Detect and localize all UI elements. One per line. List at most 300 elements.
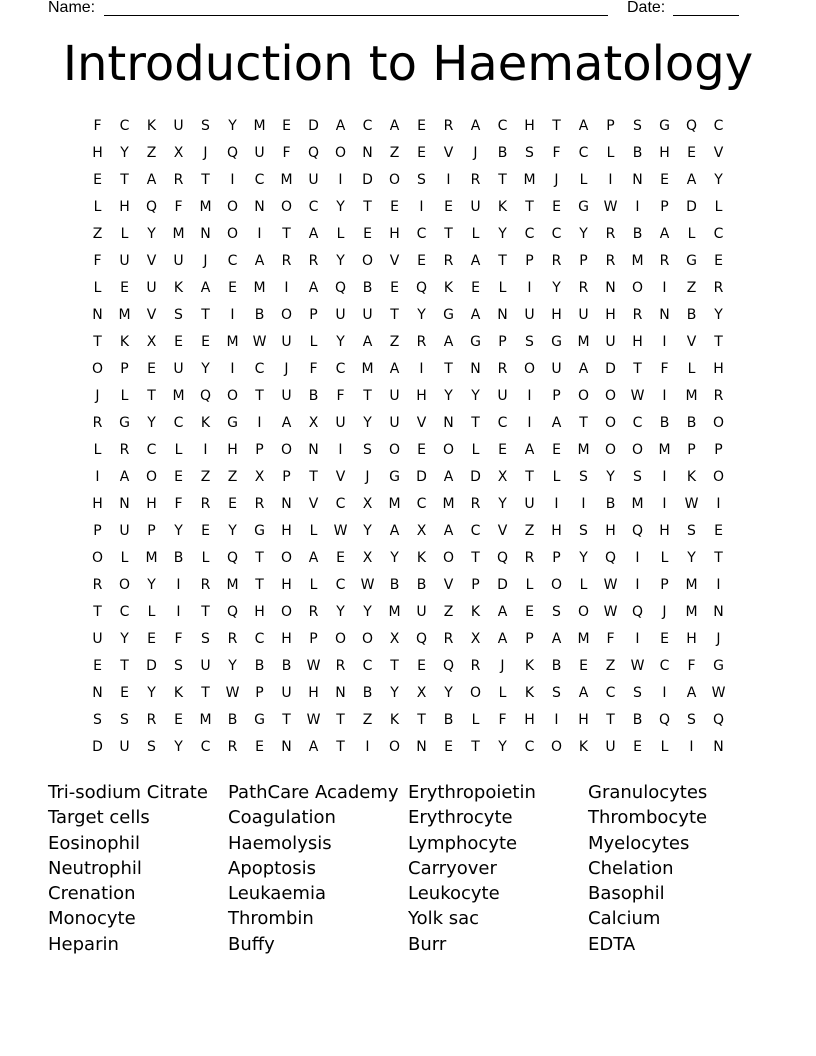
grid-letter[interactable]: Y: [390, 549, 399, 566]
grid-letter[interactable]: B: [254, 306, 265, 323]
grid-letter[interactable]: M: [577, 333, 590, 350]
grid-letter[interactable]: T: [498, 171, 507, 188]
grid-letter[interactable]: K: [686, 468, 697, 485]
grid-letter[interactable]: P: [498, 333, 507, 350]
grid-letter[interactable]: G: [227, 414, 238, 431]
grid-letter[interactable]: P: [525, 252, 534, 269]
grid-letter[interactable]: H: [281, 630, 292, 647]
grid-letter[interactable]: X: [389, 630, 400, 647]
grid-letter[interactable]: T: [714, 333, 723, 350]
grid-letter[interactable]: X: [362, 495, 373, 512]
grid-letter[interactable]: K: [524, 657, 535, 674]
grid-letter[interactable]: G: [254, 711, 265, 728]
grid-letter[interactable]: B: [173, 549, 184, 566]
grid-letter[interactable]: A: [362, 333, 373, 350]
grid-letter[interactable]: C: [497, 117, 508, 134]
grid-letter[interactable]: C: [632, 414, 643, 431]
grid-letter[interactable]: Y: [579, 225, 588, 242]
grid-letter[interactable]: I: [257, 225, 262, 242]
grid-letter[interactable]: L: [471, 711, 480, 728]
grid-letter[interactable]: J: [284, 360, 289, 377]
grid-letter[interactable]: H: [524, 117, 535, 134]
grid-letter[interactable]: J: [716, 630, 721, 647]
grid-letter[interactable]: D: [92, 738, 103, 755]
grid-letter[interactable]: H: [254, 603, 265, 620]
grid-letter[interactable]: R: [443, 117, 454, 134]
grid-letter[interactable]: E: [120, 279, 129, 296]
grid-letter[interactable]: A: [335, 117, 346, 134]
grid-letter[interactable]: R: [308, 252, 319, 269]
grid-letter[interactable]: Y: [471, 387, 480, 404]
grid-letter[interactable]: J: [662, 603, 667, 620]
grid-letter[interactable]: Z: [362, 711, 373, 728]
grid-letter[interactable]: V: [308, 495, 319, 512]
grid-letter[interactable]: E: [363, 225, 372, 242]
grid-letter[interactable]: R: [173, 171, 184, 188]
grid-letter[interactable]: G: [686, 252, 697, 269]
grid-letter[interactable]: E: [228, 279, 237, 296]
grid-letter[interactable]: Q: [712, 711, 725, 728]
grid-letter[interactable]: N: [416, 738, 427, 755]
grid-letter[interactable]: E: [552, 441, 561, 458]
grid-letter[interactable]: S: [633, 468, 642, 485]
grid-letter[interactable]: B: [686, 414, 697, 431]
grid-letter[interactable]: Y: [363, 603, 372, 620]
grid-letter[interactable]: R: [470, 657, 481, 674]
grid-letter[interactable]: E: [633, 738, 642, 755]
grid-letter[interactable]: F: [309, 360, 318, 377]
grid-letter[interactable]: H: [416, 387, 427, 404]
grid-letter[interactable]: M: [280, 171, 293, 188]
grid-letter[interactable]: L: [174, 441, 183, 458]
grid-letter[interactable]: A: [497, 603, 508, 620]
grid-letter[interactable]: C: [254, 171, 265, 188]
grid-letter[interactable]: C: [335, 360, 346, 377]
grid-letter[interactable]: U: [200, 657, 211, 674]
grid-letter[interactable]: Z: [146, 144, 157, 161]
grid-letter[interactable]: R: [713, 279, 724, 296]
grid-letter[interactable]: Y: [228, 522, 237, 539]
grid-letter[interactable]: M: [388, 603, 401, 620]
grid-letter[interactable]: O: [577, 603, 590, 620]
date-blank-line[interactable]: [673, 15, 739, 16]
grid-letter[interactable]: S: [579, 522, 588, 539]
grid-letter[interactable]: U: [578, 306, 589, 323]
grid-letter[interactable]: F: [606, 630, 615, 647]
grid-letter[interactable]: G: [578, 198, 589, 215]
grid-letter[interactable]: U: [524, 306, 535, 323]
grid-letter[interactable]: A: [470, 306, 481, 323]
grid-letter[interactable]: U: [173, 117, 184, 134]
grid-letter[interactable]: L: [309, 333, 318, 350]
grid-letter[interactable]: H: [389, 225, 400, 242]
grid-letter[interactable]: Y: [120, 144, 129, 161]
grid-letter[interactable]: T: [444, 225, 453, 242]
grid-letter[interactable]: Q: [631, 522, 644, 539]
grid-letter[interactable]: M: [442, 495, 455, 512]
grid-letter[interactable]: I: [608, 171, 613, 188]
grid-letter[interactable]: E: [417, 252, 426, 269]
grid-letter[interactable]: Y: [201, 360, 210, 377]
grid-letter[interactable]: O: [712, 414, 725, 431]
grid-letter[interactable]: E: [660, 630, 669, 647]
grid-letter[interactable]: K: [389, 711, 400, 728]
grid-letter[interactable]: S: [525, 144, 534, 161]
grid-letter[interactable]: T: [390, 657, 399, 674]
grid-letter[interactable]: Y: [336, 333, 345, 350]
grid-letter[interactable]: E: [498, 441, 507, 458]
grid-letter[interactable]: E: [228, 495, 237, 512]
grid-letter[interactable]: H: [713, 360, 724, 377]
grid-letter[interactable]: Z: [389, 144, 400, 161]
grid-letter[interactable]: J: [203, 144, 208, 161]
grid-letter[interactable]: R: [470, 495, 481, 512]
grid-letter[interactable]: E: [444, 738, 453, 755]
grid-letter[interactable]: W: [252, 333, 267, 350]
grid-letter[interactable]: T: [606, 711, 615, 728]
grid-letter[interactable]: C: [551, 225, 562, 242]
grid-letter[interactable]: H: [605, 522, 616, 539]
grid-letter[interactable]: O: [442, 549, 455, 566]
grid-letter[interactable]: R: [308, 603, 319, 620]
grid-letter[interactable]: L: [687, 360, 696, 377]
grid-letter[interactable]: X: [146, 333, 157, 350]
grid-letter[interactable]: R: [443, 252, 454, 269]
grid-letter[interactable]: B: [308, 387, 319, 404]
grid-letter[interactable]: Z: [227, 468, 238, 485]
grid-letter[interactable]: T: [201, 306, 210, 323]
grid-letter[interactable]: L: [471, 225, 480, 242]
grid-letter[interactable]: A: [470, 252, 481, 269]
grid-letter[interactable]: W: [603, 198, 618, 215]
grid-letter[interactable]: U: [92, 630, 103, 647]
grid-letter[interactable]: Z: [524, 522, 535, 539]
grid-letter[interactable]: N: [497, 306, 508, 323]
grid-letter[interactable]: U: [308, 171, 319, 188]
grid-letter[interactable]: P: [147, 522, 156, 539]
grid-letter[interactable]: Y: [417, 306, 426, 323]
grid-letter[interactable]: T: [471, 549, 480, 566]
grid-letter[interactable]: R: [605, 252, 616, 269]
grid-letter[interactable]: S: [552, 684, 561, 701]
grid-letter[interactable]: Q: [604, 549, 617, 566]
grid-letter[interactable]: Y: [147, 684, 156, 701]
grid-letter[interactable]: K: [416, 549, 427, 566]
grid-letter[interactable]: Y: [228, 117, 237, 134]
grid-letter[interactable]: T: [525, 468, 534, 485]
grid-letter[interactable]: Y: [147, 225, 156, 242]
grid-letter[interactable]: H: [551, 306, 562, 323]
grid-letter[interactable]: K: [200, 414, 211, 431]
grid-letter[interactable]: O: [145, 468, 158, 485]
grid-letter[interactable]: C: [416, 225, 427, 242]
grid-letter[interactable]: D: [470, 468, 481, 485]
grid-letter[interactable]: A: [686, 684, 697, 701]
grid-letter[interactable]: E: [579, 657, 588, 674]
grid-letter[interactable]: Q: [415, 630, 428, 647]
grid-letter[interactable]: X: [416, 522, 427, 539]
grid-letter[interactable]: O: [280, 603, 293, 620]
grid-letter[interactable]: V: [146, 252, 157, 269]
grid-letter[interactable]: M: [172, 387, 185, 404]
grid-letter[interactable]: S: [201, 117, 210, 134]
grid-letter[interactable]: M: [658, 441, 671, 458]
grid-letter[interactable]: I: [635, 549, 640, 566]
grid-letter[interactable]: T: [471, 414, 480, 431]
grid-letter[interactable]: U: [173, 252, 184, 269]
grid-letter[interactable]: N: [362, 144, 373, 161]
grid-letter[interactable]: L: [336, 225, 345, 242]
grid-letter[interactable]: V: [443, 576, 454, 593]
grid-letter[interactable]: A: [578, 360, 589, 377]
grid-letter[interactable]: X: [416, 684, 427, 701]
grid-letter[interactable]: J: [95, 387, 100, 404]
grid-letter[interactable]: E: [417, 441, 426, 458]
grid-letter[interactable]: L: [120, 387, 129, 404]
grid-letter[interactable]: R: [632, 306, 643, 323]
grid-letter[interactable]: Q: [442, 657, 455, 674]
grid-letter[interactable]: R: [146, 711, 157, 728]
grid-letter[interactable]: F: [498, 711, 507, 728]
grid-letter[interactable]: S: [687, 711, 696, 728]
grid-letter[interactable]: O: [469, 684, 482, 701]
grid-letter[interactable]: I: [230, 171, 235, 188]
grid-letter[interactable]: T: [336, 711, 345, 728]
grid-letter[interactable]: Y: [498, 495, 507, 512]
grid-letter[interactable]: R: [227, 738, 238, 755]
grid-letter[interactable]: W: [306, 711, 321, 728]
grid-letter[interactable]: P: [552, 549, 561, 566]
grid-letter[interactable]: C: [497, 414, 508, 431]
grid-letter[interactable]: E: [444, 198, 453, 215]
grid-letter[interactable]: N: [92, 306, 103, 323]
grid-letter[interactable]: Q: [496, 549, 509, 566]
grid-letter[interactable]: O: [280, 306, 293, 323]
grid-letter[interactable]: S: [525, 333, 534, 350]
grid-letter[interactable]: T: [579, 414, 588, 431]
grid-letter[interactable]: N: [119, 495, 130, 512]
grid-letter[interactable]: G: [119, 414, 130, 431]
grid-letter[interactable]: B: [416, 576, 427, 593]
grid-letter[interactable]: M: [253, 279, 266, 296]
grid-letter[interactable]: I: [635, 630, 640, 647]
grid-letter[interactable]: U: [389, 414, 400, 431]
grid-letter[interactable]: T: [444, 360, 453, 377]
grid-letter[interactable]: J: [554, 171, 559, 188]
grid-letter[interactable]: T: [201, 603, 210, 620]
grid-letter[interactable]: M: [577, 630, 590, 647]
grid-letter[interactable]: M: [172, 225, 185, 242]
grid-letter[interactable]: G: [551, 333, 562, 350]
grid-letter[interactable]: Y: [714, 171, 723, 188]
grid-letter[interactable]: N: [605, 279, 616, 296]
grid-letter[interactable]: S: [417, 171, 426, 188]
grid-letter[interactable]: U: [119, 522, 130, 539]
grid-letter[interactable]: H: [659, 144, 670, 161]
grid-letter[interactable]: I: [446, 171, 451, 188]
grid-letter[interactable]: H: [524, 711, 535, 728]
grid-letter[interactable]: B: [362, 684, 373, 701]
grid-letter[interactable]: A: [254, 252, 265, 269]
grid-letter[interactable]: B: [686, 306, 697, 323]
grid-letter[interactable]: N: [713, 738, 724, 755]
grid-letter[interactable]: Y: [714, 306, 723, 323]
grid-letter[interactable]: S: [147, 738, 156, 755]
grid-letter[interactable]: E: [417, 657, 426, 674]
grid-letter[interactable]: Y: [147, 576, 156, 593]
grid-letter[interactable]: E: [471, 279, 480, 296]
grid-letter[interactable]: W: [306, 657, 321, 674]
grid-letter[interactable]: B: [632, 711, 643, 728]
grid-letter[interactable]: F: [660, 360, 669, 377]
grid-letter[interactable]: U: [119, 738, 130, 755]
grid-letter[interactable]: Q: [658, 711, 671, 728]
grid-letter[interactable]: K: [524, 684, 535, 701]
grid-letter[interactable]: P: [579, 252, 588, 269]
grid-letter[interactable]: A: [524, 441, 535, 458]
grid-letter[interactable]: I: [176, 603, 181, 620]
grid-letter[interactable]: Y: [687, 549, 696, 566]
grid-letter[interactable]: E: [147, 360, 156, 377]
grid-letter[interactable]: B: [632, 144, 643, 161]
grid-letter[interactable]: S: [201, 630, 210, 647]
grid-letter[interactable]: C: [254, 360, 265, 377]
grid-letter[interactable]: A: [389, 117, 400, 134]
grid-letter[interactable]: C: [713, 225, 724, 242]
grid-letter[interactable]: E: [660, 171, 669, 188]
grid-letter[interactable]: O: [334, 630, 347, 647]
grid-letter[interactable]: M: [145, 549, 158, 566]
grid-letter[interactable]: Z: [200, 468, 211, 485]
grid-letter[interactable]: P: [282, 468, 291, 485]
grid-letter[interactable]: J: [473, 144, 478, 161]
grid-letter[interactable]: E: [390, 198, 399, 215]
grid-letter[interactable]: F: [174, 495, 183, 512]
grid-letter[interactable]: O: [577, 387, 590, 404]
grid-letter[interactable]: Y: [444, 387, 453, 404]
grid-letter[interactable]: C: [659, 657, 670, 674]
grid-letter[interactable]: E: [201, 333, 210, 350]
grid-letter[interactable]: O: [550, 738, 563, 755]
grid-letter[interactable]: E: [201, 522, 210, 539]
grid-letter[interactable]: Q: [307, 144, 320, 161]
grid-letter[interactable]: M: [199, 711, 212, 728]
grid-letter[interactable]: E: [336, 549, 345, 566]
grid-letter[interactable]: U: [389, 387, 400, 404]
grid-letter[interactable]: Q: [334, 279, 347, 296]
grid-letter[interactable]: I: [419, 360, 424, 377]
grid-letter[interactable]: A: [497, 630, 508, 647]
grid-letter[interactable]: T: [201, 171, 210, 188]
grid-letter[interactable]: Q: [226, 549, 239, 566]
grid-letter[interactable]: Y: [147, 414, 156, 431]
grid-letter[interactable]: S: [174, 657, 183, 674]
grid-letter[interactable]: M: [685, 387, 698, 404]
grid-letter[interactable]: A: [578, 117, 589, 134]
grid-letter[interactable]: F: [174, 198, 183, 215]
grid-letter[interactable]: M: [199, 198, 212, 215]
grid-letter[interactable]: D: [308, 117, 319, 134]
grid-letter[interactable]: C: [119, 117, 130, 134]
grid-letter[interactable]: K: [173, 684, 184, 701]
grid-letter[interactable]: E: [390, 279, 399, 296]
grid-letter[interactable]: M: [226, 576, 239, 593]
grid-letter[interactable]: N: [308, 441, 319, 458]
grid-letter[interactable]: E: [714, 522, 723, 539]
grid-letter[interactable]: C: [605, 684, 616, 701]
grid-letter[interactable]: T: [282, 711, 291, 728]
grid-letter[interactable]: T: [471, 738, 480, 755]
grid-letter[interactable]: H: [308, 684, 319, 701]
grid-letter[interactable]: K: [497, 198, 508, 215]
grid-letter[interactable]: L: [687, 225, 696, 242]
grid-letter[interactable]: T: [633, 360, 642, 377]
grid-letter[interactable]: X: [308, 414, 319, 431]
grid-letter[interactable]: P: [525, 630, 534, 647]
grid-letter[interactable]: L: [471, 441, 480, 458]
grid-letter[interactable]: N: [659, 306, 670, 323]
grid-letter[interactable]: I: [635, 576, 640, 593]
grid-letter[interactable]: A: [308, 279, 319, 296]
grid-letter[interactable]: R: [605, 225, 616, 242]
grid-letter[interactable]: M: [577, 441, 590, 458]
grid-letter[interactable]: Y: [498, 225, 507, 242]
grid-letter[interactable]: G: [389, 468, 400, 485]
grid-letter[interactable]: E: [147, 630, 156, 647]
grid-letter[interactable]: U: [497, 387, 508, 404]
grid-letter[interactable]: R: [443, 630, 454, 647]
grid-letter[interactable]: U: [281, 684, 292, 701]
grid-letter[interactable]: R: [659, 252, 670, 269]
grid-letter[interactable]: H: [578, 711, 589, 728]
grid-letter[interactable]: C: [524, 738, 535, 755]
grid-letter[interactable]: R: [92, 414, 103, 431]
grid-letter[interactable]: N: [92, 684, 103, 701]
grid-letter[interactable]: B: [551, 657, 562, 674]
grid-letter[interactable]: Y: [390, 684, 399, 701]
grid-letter[interactable]: N: [200, 225, 211, 242]
grid-letter[interactable]: E: [417, 117, 426, 134]
grid-letter[interactable]: D: [416, 468, 427, 485]
grid-letter[interactable]: Y: [336, 603, 345, 620]
grid-letter[interactable]: R: [92, 576, 103, 593]
grid-letter[interactable]: Y: [498, 738, 507, 755]
grid-letter[interactable]: U: [362, 306, 373, 323]
grid-letter[interactable]: F: [93, 252, 102, 269]
grid-letter[interactable]: O: [388, 441, 401, 458]
grid-letter[interactable]: L: [606, 144, 615, 161]
grid-letter[interactable]: R: [578, 279, 589, 296]
grid-letter[interactable]: L: [498, 279, 507, 296]
grid-letter[interactable]: Y: [120, 630, 129, 647]
grid-letter[interactable]: U: [605, 738, 616, 755]
grid-letter[interactable]: L: [120, 225, 129, 242]
grid-letter[interactable]: L: [201, 549, 210, 566]
grid-letter[interactable]: M: [631, 252, 644, 269]
grid-letter[interactable]: O: [604, 414, 617, 431]
grid-letter[interactable]: R: [524, 549, 535, 566]
grid-letter[interactable]: U: [281, 333, 292, 350]
grid-letter[interactable]: Y: [336, 198, 345, 215]
grid-letter[interactable]: U: [416, 603, 427, 620]
grid-letter[interactable]: A: [443, 522, 454, 539]
grid-letter[interactable]: A: [443, 333, 454, 350]
grid-letter[interactable]: H: [281, 576, 292, 593]
grid-letter[interactable]: B: [254, 657, 265, 674]
grid-letter[interactable]: I: [554, 711, 559, 728]
grid-letter[interactable]: V: [443, 144, 454, 161]
grid-letter[interactable]: I: [662, 387, 667, 404]
